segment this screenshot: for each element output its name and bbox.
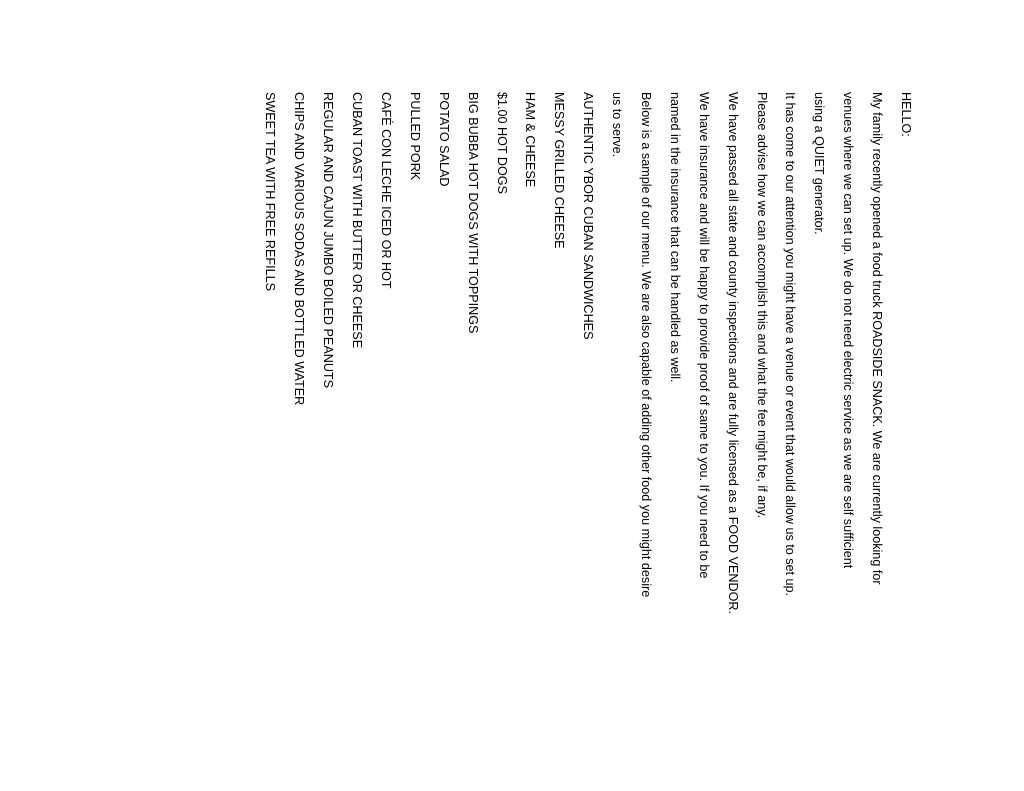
- menu-item: MESSY GRILLED CHEESE: [552, 92, 567, 249]
- greeting: HELLO:: [899, 92, 913, 137]
- menu-item: BIG BUBBA HOT DOGS WITH TOPPINGS: [465, 92, 480, 334]
- paragraph-line: named in the insurance that can be handled as well.: [667, 92, 682, 383]
- paragraph-line: It has come to our attention you might have a venue or event that would allow us to set up.: [783, 92, 798, 597]
- paragraph-line: us to serve.: [610, 92, 625, 158]
- menu-item: $1.00 HOT DOGS: [494, 92, 509, 194]
- menu-item: CHIPS AND VARIOUS SODAS AND BOTTLED WATER: [292, 92, 307, 406]
- menu-item: HAM & CHEESE: [523, 92, 538, 188]
- menu-item: REGULAR AND CAJUN JUMBO BOILED PEANUTS: [321, 92, 336, 389]
- menu-item: SWEET TEA WITH FREE REFILLS: [263, 92, 278, 291]
- menu-item: AUTHENTIC YBOR CUBAN SANDWICHES: [581, 92, 596, 340]
- menu-item: CUBAN TOAST WITH BUTTER OR CHEESE: [350, 92, 365, 349]
- paragraph-line: venues where we can set up. We do not need electric service as we are self sufficient: [841, 92, 856, 569]
- paragraph-line: We have insurance and will be happy to provide proof of same to you. If you need to be: [696, 92, 711, 579]
- paragraph-line: My family recently opened a food truck ROADSIDE SNACK. We are currently looking for: [870, 92, 885, 585]
- paragraph-line: using a QUIET generator.: [812, 92, 827, 235]
- menu-item: POTATO SALAD: [436, 92, 451, 187]
- paragraph-line: Below is a sample of our menu. We are also capable of adding other food you might desire: [638, 92, 653, 598]
- rotated-letter-body: [256, 92, 920, 652]
- menu-item: CAFÉ CON LECHE ICED OR HOT: [378, 92, 393, 289]
- paragraph-line: Please advise how we can accomplish this and what the fee might be, if any.: [754, 92, 769, 519]
- paragraph-line: We have passed all state and county inspections and are fully licensed as a FOOD VENDOR.: [725, 92, 740, 614]
- menu-item: PULLED PORK: [407, 92, 422, 181]
